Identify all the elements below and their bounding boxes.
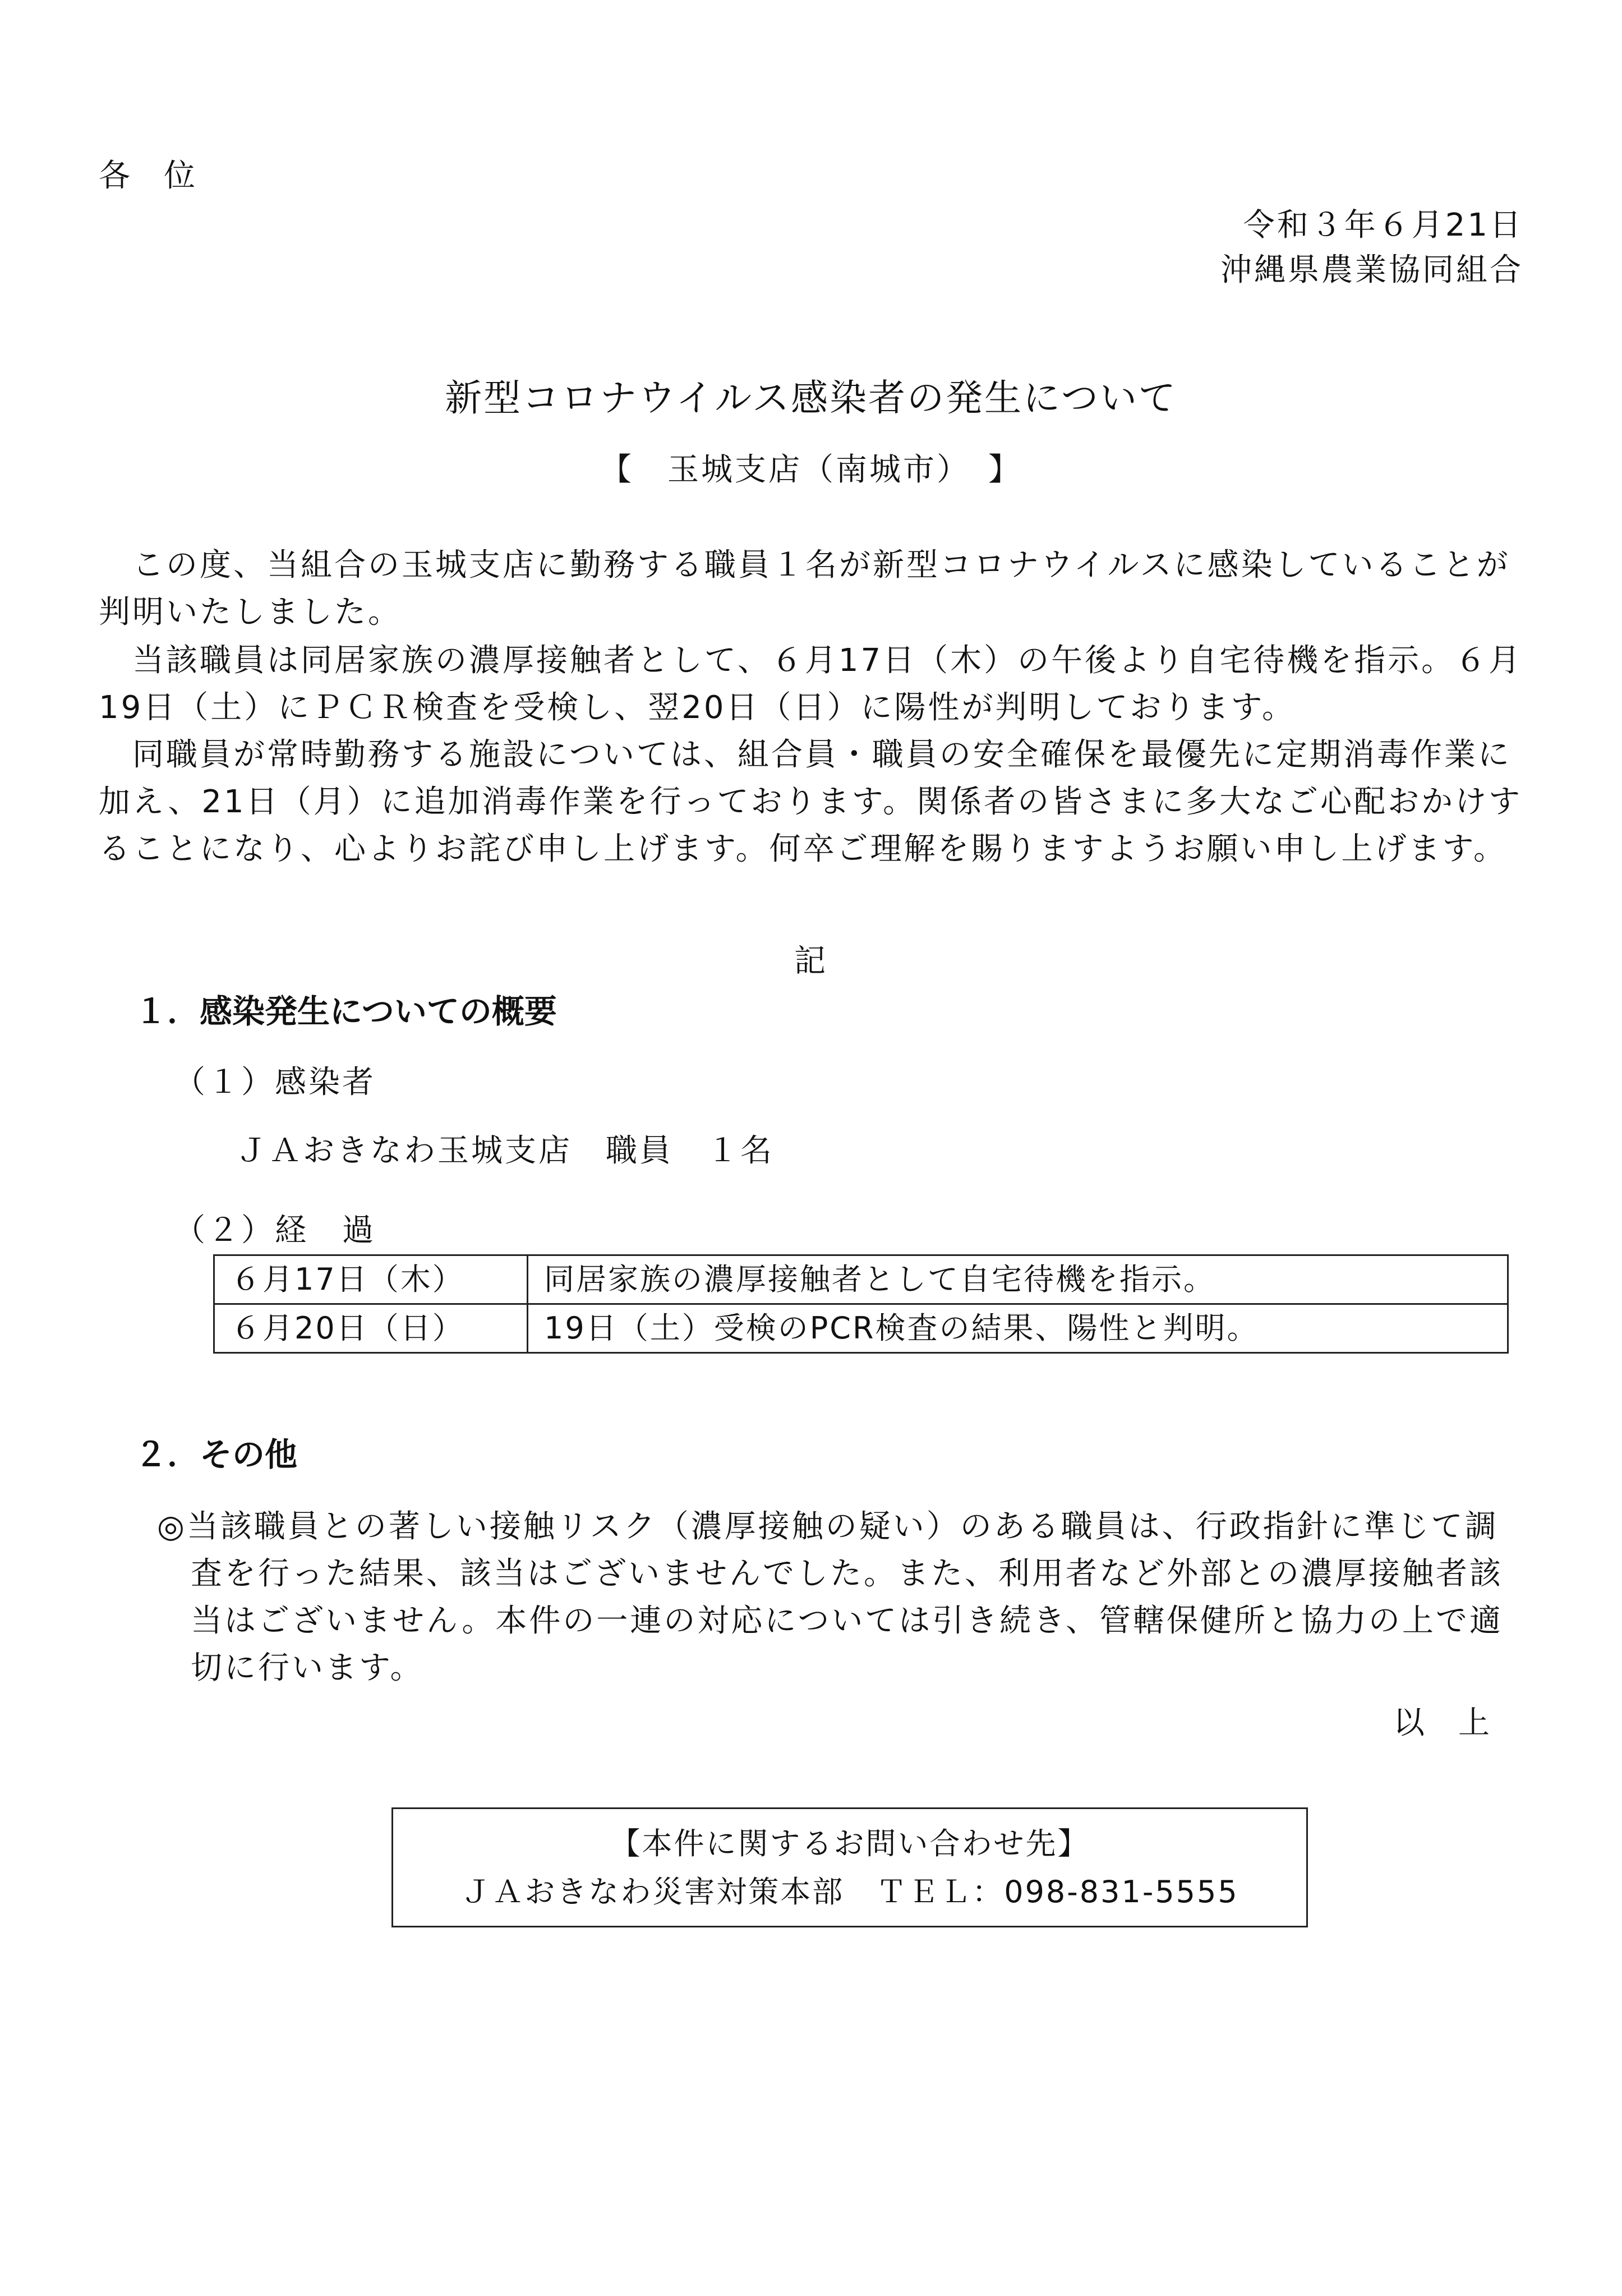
contact-box [391, 1807, 1308, 1927]
infected-detail: ＪＡおきなわ玉城支店 職員 １名 [236, 1133, 774, 1169]
paragraph-2-text: 当該職員は同居家族の濃厚接触者として、６月17日（木）の午後より自宅待機を指示。６月19日（土）にＰＣＲ検査を受検し、翌20日（日）に陽性が判明しております。 [99, 642, 1523, 726]
document-date: 令和３年６月21日 [1243, 207, 1523, 243]
timeline-event: 同居家族の濃厚接触者として自宅待機を指示。 [528, 1255, 1508, 1304]
table-row [214, 1304, 1508, 1353]
table-row [214, 1255, 1508, 1304]
section-1-heading: １．感染発生についての概要 [135, 992, 557, 1030]
paragraph-3-text: 同職員が常時勤務する施設については、組合員・職員の安全確保を最優先に定期消毒作業に加え、21日（月）に追加消毒作業を行っております。関係者の皆さまに多大なご心配おかけすることになり、心よりお詫び申し上げます。何卒ご理解を賜りますようお願い申し上げます。 [99, 737, 1523, 867]
timeline-table [213, 1254, 1509, 1354]
progress-label: （２）経 過 [174, 1212, 376, 1249]
paragraph-1 [99, 542, 1523, 636]
timeline-date: ６月17日（木） [214, 1255, 528, 1304]
other-note-text: ◎当該職員との著しい接触リスク（濃厚接触の疑い）のある職員は、行政指針に準じて調査を行った結果、該当はございませんでした。また、利用者など外部との濃厚接触者該当はございません。本件の一連の対応については引き続き、管轄保健所と協力の上で適切に行います。 [157, 1508, 1503, 1686]
issuing-organization: 沖縄県農業協同組合 [1220, 252, 1523, 288]
other-note [157, 1503, 1526, 1692]
ki-marker: 記 [794, 943, 828, 979]
branch-subtitle: 【 玉城支店（南城市） 】 [600, 452, 1022, 488]
paragraph-3 [99, 731, 1523, 873]
contact-label: 【本件に関するお問い合わせ先】 [610, 1826, 1090, 1861]
closing-mark: 以上 [1393, 1705, 1523, 1741]
timeline-date: ６月20日（日） [214, 1304, 528, 1353]
section-2-heading: ２．その他 [135, 1435, 298, 1474]
addressee: 各位 [99, 158, 229, 194]
contact-info: ＪＡおきなわ災害対策本部 ＴＥＬ：098-831-5555 [460, 1874, 1239, 1910]
timeline-event: 19日（土）受検のPCR検査の結果、陽性と判明。 [528, 1304, 1508, 1353]
paragraph-1-text: この度、当組合の玉城支店に勤務する職員１名が新型コロナウイルスに感染していることが判明いたしました。 [99, 547, 1510, 631]
infected-label: （１）感染者 [174, 1064, 376, 1101]
paragraph-2 [99, 637, 1523, 731]
document-title: 新型コロナウイルス感染者の発生について [445, 376, 1177, 420]
